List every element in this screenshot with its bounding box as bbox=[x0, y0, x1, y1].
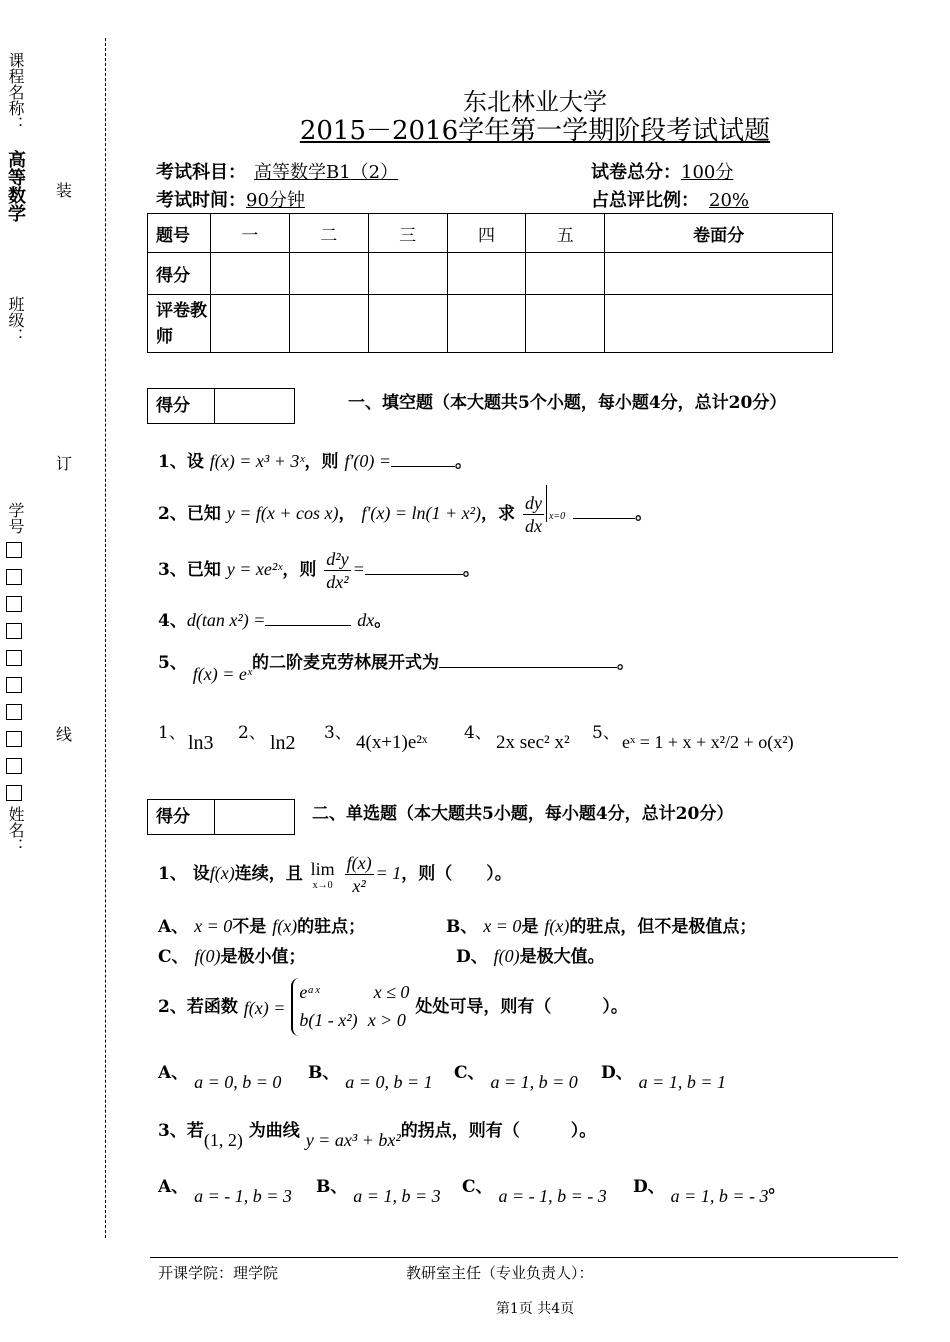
answer-value: 4(x+1)e²ˣ bbox=[356, 732, 428, 753]
id-box bbox=[6, 758, 22, 774]
s2-q2-option-a[interactable]: A、 a = 0, b = 0 bbox=[158, 1063, 282, 1092]
ratio-label: 占总评比例： bbox=[591, 190, 699, 211]
s2-q2-option-c[interactable]: C、 a = 1, b = 0 bbox=[454, 1063, 578, 1092]
s2-q3-option-c[interactable]: C、 a = - 1, b = - 3 bbox=[462, 1177, 607, 1206]
table-header: 三 bbox=[368, 214, 447, 253]
grader-cell[interactable] bbox=[289, 295, 368, 353]
total-row bbox=[591, 158, 733, 184]
answer-value: ln3 bbox=[188, 732, 214, 754]
id-box bbox=[6, 623, 22, 639]
id-box bbox=[6, 704, 22, 720]
s2-q2-option-d[interactable]: D、 a = 1, b = 1 bbox=[601, 1063, 726, 1092]
grader-cell[interactable] bbox=[605, 295, 833, 353]
score-cell[interactable] bbox=[526, 253, 605, 295]
grader-cell[interactable] bbox=[526, 295, 605, 353]
s2-q3-option-b[interactable]: B、 a = 1, b = 3 bbox=[316, 1177, 441, 1206]
id-box bbox=[6, 650, 22, 666]
course-label: 课程名称： bbox=[6, 52, 25, 132]
id-box bbox=[6, 596, 22, 612]
grader-cell[interactable] bbox=[447, 295, 526, 353]
s1-question-1: 1、设 f(x) = x³ + 3ˣ，则 f′(0) = 。 bbox=[158, 451, 473, 472]
section1-score-box bbox=[147, 388, 295, 424]
id-box bbox=[6, 677, 22, 693]
s1-question-4: 4、d(tan x²) = dx。 bbox=[158, 610, 392, 631]
table-header: 题号 bbox=[148, 214, 211, 253]
answer-num: 5、 bbox=[592, 723, 620, 743]
table-row bbox=[148, 295, 833, 353]
score-cell[interactable] bbox=[289, 253, 368, 295]
subject-value: 高等数学B1（2） bbox=[254, 162, 399, 183]
s2-question-2: 2、若函数 f(x) = eᵃˣ x ≤ 0 b(1 - x²) x > 0 处处可导，则有（ ）。 bbox=[158, 978, 628, 1040]
answer-num: 4、 bbox=[464, 723, 492, 743]
id-box bbox=[6, 542, 22, 558]
answer-row bbox=[158, 712, 848, 772]
answer-value: 2x sec² x² bbox=[496, 732, 570, 753]
s1-question-3: 3、已知 y = xe²ˣ，则 $\frac{\text{d²y}}{\text{dx²}}$ = 。 bbox=[158, 549, 480, 592]
footer-rule bbox=[150, 1257, 898, 1258]
section2-score-box bbox=[147, 799, 295, 835]
time-value: 90分钟 bbox=[246, 190, 305, 211]
table-header: 二 bbox=[289, 214, 368, 253]
answer-value: eˣ = 1 + x + x²/2 + o(x²) bbox=[622, 732, 794, 752]
s2-question-1: 1、 设f(x)连续，且 lim x→0 $\frac{f(x)}{\text{x²}}$ = 1，则（ ）。 bbox=[158, 853, 512, 896]
score-box-input[interactable] bbox=[215, 800, 223, 834]
score-cell[interactable] bbox=[368, 253, 447, 295]
total-value: 100分 bbox=[681, 162, 734, 183]
section1-title: 一、填空题（本大题共5个小题，每小题4分，总计20分） bbox=[348, 393, 787, 413]
s2-q1-option-d[interactable]: D、 f(0)是极大值。 bbox=[456, 946, 605, 967]
s1-question-5: 5、 f(x) = eˣ的二阶麦克劳林展开式为 。 bbox=[158, 653, 634, 684]
id-box bbox=[6, 569, 22, 585]
table-row bbox=[148, 253, 833, 295]
table-header-row bbox=[148, 214, 833, 253]
binding-mark-xian: 线 bbox=[56, 725, 73, 744]
answer-value: ln2 bbox=[270, 732, 296, 754]
subject-row bbox=[156, 158, 428, 184]
table-header: 一 bbox=[211, 214, 290, 253]
score-cell[interactable] bbox=[447, 253, 526, 295]
score-cell[interactable] bbox=[211, 253, 290, 295]
time-row bbox=[156, 186, 305, 212]
total-label: 试卷总分： bbox=[591, 162, 681, 183]
id-box bbox=[6, 731, 22, 747]
student-id-label: 学号 bbox=[6, 502, 25, 534]
s2-q1-option-b[interactable]: B、 x = 0是 f(x)的驻点，但不是极值点； bbox=[446, 916, 757, 937]
binding-mark-ding: 订 bbox=[56, 454, 73, 473]
answer-num: 1、 bbox=[158, 723, 186, 743]
class-label: 班级： bbox=[6, 296, 25, 344]
table-header: 卷面分 bbox=[605, 214, 833, 253]
s2-q1-option-a[interactable]: A、 x = 0不是 f(x)的驻点； bbox=[158, 916, 366, 937]
exam-title: 2015－2016学年第一学期阶段考试试题 bbox=[299, 116, 771, 146]
score-box-input[interactable] bbox=[215, 389, 223, 423]
university-name: 东北林业大学 bbox=[463, 88, 607, 116]
score-cell[interactable] bbox=[605, 253, 833, 295]
score-table bbox=[147, 213, 833, 353]
id-box bbox=[6, 785, 22, 801]
binding-mark-zhuang: 装 bbox=[56, 181, 73, 200]
row-label-score: 得分 bbox=[148, 253, 211, 295]
s1-question-2: 2、已知 y = f(x + cos x)， f′(x) = ln(1 + x²)，求 $\frac{dy}{dx}$ x=0 。 bbox=[158, 492, 652, 537]
ratio-row bbox=[591, 186, 749, 212]
grader-cell[interactable] bbox=[368, 295, 447, 353]
s2-q3-option-a[interactable]: A、 a = - 1, b = 3 bbox=[158, 1177, 292, 1206]
section2-title: 二、单选题（本大题共5小题，每小题4分，总计20分） bbox=[312, 804, 734, 824]
ratio-value: 20% bbox=[709, 190, 750, 211]
s2-q3-option-d[interactable]: D、 a = 1, b = - 3。 bbox=[633, 1177, 786, 1206]
score-box-label: 得分 bbox=[148, 800, 215, 834]
student-id-boxes bbox=[6, 542, 22, 812]
score-box-label: 得分 bbox=[148, 389, 215, 423]
page-number: 第1页 共4页 bbox=[495, 1301, 575, 1317]
binding-line bbox=[105, 38, 106, 1238]
name-label: 姓名： bbox=[6, 806, 25, 854]
s2-q2-option-b[interactable]: B、 a = 0, b = 1 bbox=[308, 1063, 433, 1092]
s2-question-3: 3、若(1, 2) 为曲线 y = ax³ + bx²的拐点，则有（ ）。 bbox=[158, 1121, 597, 1150]
answer-num: 2、 bbox=[238, 723, 266, 743]
time-label: 考试时间： bbox=[156, 190, 246, 211]
answer-num: 3、 bbox=[324, 723, 352, 743]
grader-cell[interactable] bbox=[211, 295, 290, 353]
course-name: 高等数学 bbox=[5, 150, 26, 222]
footer-director: 教研室主任（专业负责人）： bbox=[406, 1264, 594, 1282]
table-header: 五 bbox=[526, 214, 605, 253]
table-header: 四 bbox=[447, 214, 526, 253]
s2-q1-option-c[interactable]: C、 f(0)是极小值； bbox=[158, 946, 306, 967]
footer-college: 开课学院：理学院 bbox=[158, 1264, 279, 1282]
row-label-grader: 评卷教师 bbox=[148, 295, 211, 353]
subject-label: 考试科目： bbox=[156, 162, 246, 183]
